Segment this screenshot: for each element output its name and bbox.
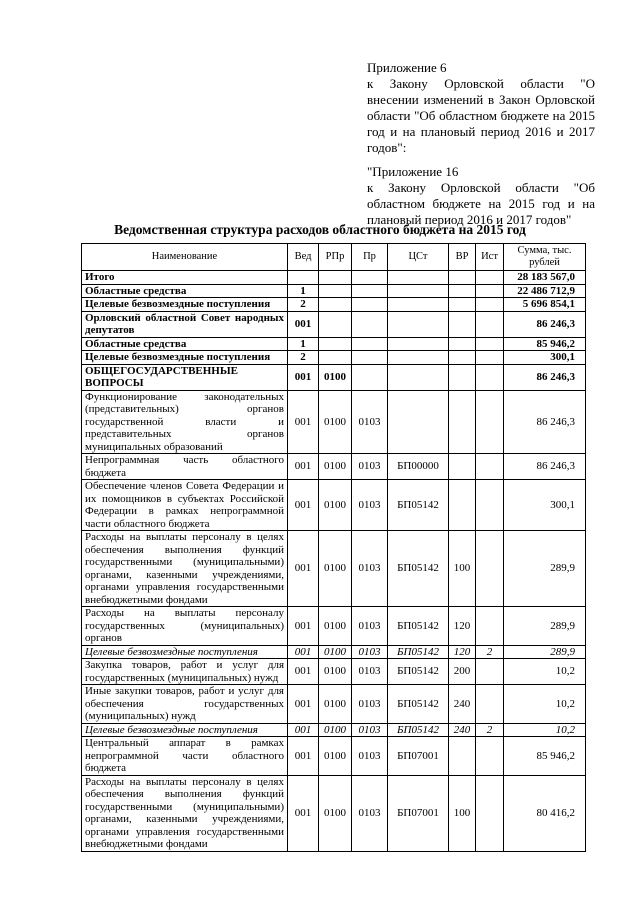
row-cst: БП05142 — [388, 645, 449, 659]
row-pr: 0103 — [352, 723, 388, 737]
row-sum: 22 486 712,9 — [504, 284, 586, 298]
row-ved: 001 — [288, 454, 319, 480]
row-vr — [449, 337, 476, 351]
row-cst — [388, 390, 449, 454]
row-cst — [388, 351, 449, 365]
row-rpr: 0100 — [319, 775, 352, 851]
table-row — [82, 351, 586, 365]
row-sum: 10,2 — [504, 723, 586, 737]
row-ist — [476, 775, 504, 851]
header-ist: Ист — [476, 244, 504, 271]
row-name: Орловский областной Совет народных депутатов — [82, 311, 288, 337]
row-ved: 001 — [288, 480, 319, 531]
row-vr: 240 — [449, 723, 476, 737]
appendix-16-number: "Приложение 16 — [367, 164, 459, 179]
row-name: Областные средства — [82, 284, 288, 298]
table-row — [82, 364, 586, 390]
row-sum: 80 416,2 — [504, 775, 586, 851]
appendix-16-law-reference: к Закону Орловской области "Об областном бюджете на 2015 год и на плановый период 2016 и 2017 годов" — [367, 180, 595, 227]
row-rpr: 0100 — [319, 737, 352, 776]
row-rpr — [319, 351, 352, 365]
row-cst: БП05142 — [388, 531, 449, 607]
row-sum: 85 946,2 — [504, 737, 586, 776]
row-rpr: 0100 — [319, 723, 352, 737]
row-ved: 001 — [288, 685, 319, 724]
table-row — [82, 737, 586, 776]
row-vr — [449, 390, 476, 454]
row-ist — [476, 337, 504, 351]
row-pr: 0103 — [352, 390, 388, 454]
row-vr — [449, 298, 476, 312]
row-sum: 289,9 — [504, 607, 586, 646]
row-ist — [476, 284, 504, 298]
table-row — [82, 337, 586, 351]
row-ved — [288, 271, 319, 285]
table-row — [82, 645, 586, 659]
row-cst: БП05142 — [388, 480, 449, 531]
table-row — [82, 531, 586, 607]
row-name: Функционирование законодательных (представительных) органов государственной власти и представительных органов муниципальных образований — [82, 390, 288, 454]
row-vr — [449, 271, 476, 285]
row-ist — [476, 298, 504, 312]
row-cst: БП05142 — [388, 607, 449, 646]
row-cst — [388, 284, 449, 298]
row-sum: 28 183 567,0 — [504, 271, 586, 285]
row-ist — [476, 351, 504, 365]
row-ist — [476, 364, 504, 390]
row-name: Закупка товаров, работ и услуг для государственных (муниципальных) нужд — [82, 659, 288, 685]
row-ist — [476, 531, 504, 607]
row-name: Итого — [82, 271, 288, 285]
row-rpr: 0100 — [319, 645, 352, 659]
header-cst: ЦСт — [388, 244, 449, 271]
row-sum: 10,2 — [504, 685, 586, 724]
row-pr — [352, 284, 388, 298]
row-cst: БП07001 — [388, 737, 449, 776]
row-vr — [449, 311, 476, 337]
row-name: Целевые безвозмездные поступления — [82, 298, 288, 312]
header-ved: Вед — [288, 244, 319, 271]
row-sum: 289,9 — [504, 531, 586, 607]
row-sum: 86 246,3 — [504, 454, 586, 480]
row-ved: 001 — [288, 645, 319, 659]
appendix-number: Приложение 6 — [367, 60, 447, 75]
row-ved: 001 — [288, 390, 319, 454]
row-vr — [449, 454, 476, 480]
row-cst: БП05142 — [388, 723, 449, 737]
table-row — [82, 775, 586, 851]
table-row — [82, 607, 586, 646]
row-vr — [449, 737, 476, 776]
row-ist — [476, 454, 504, 480]
row-name: Обеспечение членов Совета Федерации и их помощников в субъектах Российской Федерации в рамках непрограммной части областного бюджета — [82, 480, 288, 531]
row-pr: 0103 — [352, 685, 388, 724]
table-row — [82, 311, 586, 337]
row-ved: 001 — [288, 311, 319, 337]
row-ist — [476, 737, 504, 776]
row-sum: 86 246,3 — [504, 311, 586, 337]
row-rpr: 0100 — [319, 659, 352, 685]
row-pr — [352, 337, 388, 351]
row-ist — [476, 659, 504, 685]
row-sum: 5 696 854,1 — [504, 298, 586, 312]
row-cst: БП07001 — [388, 775, 449, 851]
row-cst — [388, 364, 449, 390]
row-rpr — [319, 311, 352, 337]
table-row — [82, 390, 586, 454]
row-vr: 240 — [449, 685, 476, 724]
row-pr: 0103 — [352, 607, 388, 646]
row-name: Иные закупки товаров, работ и услуг для обеспечения государственных (муниципальных) нужд — [82, 685, 288, 724]
row-sum: 10,2 — [504, 659, 586, 685]
row-cst — [388, 271, 449, 285]
row-ved: 001 — [288, 607, 319, 646]
row-pr — [352, 364, 388, 390]
table-body — [82, 271, 586, 852]
table-row — [82, 659, 586, 685]
row-name: Целевые безвозмездные поступления — [82, 645, 288, 659]
table-row — [82, 271, 586, 285]
row-sum: 300,1 — [504, 351, 586, 365]
row-sum: 289,9 — [504, 645, 586, 659]
row-ist — [476, 607, 504, 646]
appendix-law-reference: к Закону Орловской области "О внесении изменений в Закон Орловской области "Об областном бюджете на 2015 год и на плановый период 2016 и 2017 годов": — [367, 76, 595, 155]
row-cst — [388, 298, 449, 312]
budget-table — [81, 243, 586, 852]
row-vr: 100 — [449, 775, 476, 851]
table-row — [82, 685, 586, 724]
row-vr: 120 — [449, 645, 476, 659]
row-cst — [388, 337, 449, 351]
row-pr: 0103 — [352, 775, 388, 851]
row-pr: 0103 — [352, 645, 388, 659]
row-name: Расходы на выплаты персоналу в целях обеспечения выполнения функций государственными (муниципальными) органами, казенными учреждениями, органами управления государственными внебюджетными фондами — [82, 775, 288, 851]
row-pr: 0103 — [352, 480, 388, 531]
header-sum: Сумма, тыс. рублей — [504, 244, 586, 271]
row-pr — [352, 298, 388, 312]
row-cst: БП00000 — [388, 454, 449, 480]
row-cst: БП05142 — [388, 685, 449, 724]
row-pr — [352, 271, 388, 285]
row-ved: 001 — [288, 737, 319, 776]
row-rpr — [319, 337, 352, 351]
row-ved: 001 — [288, 723, 319, 737]
row-rpr: 0100 — [319, 390, 352, 454]
row-vr — [449, 364, 476, 390]
header-rpr: РПр — [319, 244, 352, 271]
row-ist — [476, 271, 504, 285]
row-vr — [449, 284, 476, 298]
row-pr — [352, 351, 388, 365]
row-rpr: 0100 — [319, 364, 352, 390]
row-ved: 001 — [288, 659, 319, 685]
row-cst: БП05142 — [388, 659, 449, 685]
row-cst — [388, 311, 449, 337]
header-name: Наименование — [82, 244, 288, 271]
row-rpr — [319, 298, 352, 312]
row-vr: 200 — [449, 659, 476, 685]
row-name: Областные средства — [82, 337, 288, 351]
header-pr: Пр — [352, 244, 388, 271]
row-name: Целевые безвозмездные поступления — [82, 351, 288, 365]
row-name: ОБЩЕГОСУДАРСТВЕННЫЕ ВОПРОСЫ — [82, 364, 288, 390]
row-ved: 001 — [288, 775, 319, 851]
row-vr: 120 — [449, 607, 476, 646]
row-rpr: 0100 — [319, 480, 352, 531]
row-ist — [476, 311, 504, 337]
row-rpr: 0100 — [319, 685, 352, 724]
row-ved: 1 — [288, 284, 319, 298]
row-pr: 0103 — [352, 737, 388, 776]
row-ved: 2 — [288, 351, 319, 365]
row-ved: 1 — [288, 337, 319, 351]
table-header-row — [82, 244, 586, 271]
row-name: Непрограммная часть областного бюджета — [82, 454, 288, 480]
row-name: Центральный аппарат в рамках непрограммной части областного бюджета — [82, 737, 288, 776]
row-ist — [476, 685, 504, 724]
table-row — [82, 298, 586, 312]
row-ist — [476, 390, 504, 454]
row-sum: 85 946,2 — [504, 337, 586, 351]
table-row — [82, 454, 586, 480]
table-row — [82, 284, 586, 298]
row-vr — [449, 351, 476, 365]
row-rpr: 0100 — [319, 607, 352, 646]
table-row — [82, 723, 586, 737]
row-pr — [352, 311, 388, 337]
header-vr: ВР — [449, 244, 476, 271]
row-sum: 86 246,3 — [504, 390, 586, 454]
row-sum: 86 246,3 — [504, 364, 586, 390]
row-rpr: 0100 — [319, 531, 352, 607]
row-ved: 2 — [288, 298, 319, 312]
row-name: Расходы на выплаты персоналу государственных (муниципальных) органов — [82, 607, 288, 646]
row-ved: 001 — [288, 531, 319, 607]
row-rpr: 0100 — [319, 454, 352, 480]
table-row — [82, 480, 586, 531]
appendix-block — [367, 60, 595, 228]
document-title: Ведомственная структура расходов областного бюджета на 2015 год — [114, 222, 526, 237]
row-name: Расходы на выплаты персоналу в целях обеспечения выполнения функций государственными (муниципальными) органами, казенными учреждениями, органами управления государственными внебюджетными фондами — [82, 531, 288, 607]
row-ved: 001 — [288, 364, 319, 390]
row-name: Целевые безвозмездные поступления — [82, 723, 288, 737]
row-ist — [476, 480, 504, 531]
row-ist: 2 — [476, 645, 504, 659]
row-pr: 0103 — [352, 454, 388, 480]
row-rpr — [319, 284, 352, 298]
row-ist: 2 — [476, 723, 504, 737]
row-pr: 0103 — [352, 659, 388, 685]
row-vr — [449, 480, 476, 531]
row-rpr — [319, 271, 352, 285]
row-pr: 0103 — [352, 531, 388, 607]
row-sum: 300,1 — [504, 480, 586, 531]
row-vr: 100 — [449, 531, 476, 607]
